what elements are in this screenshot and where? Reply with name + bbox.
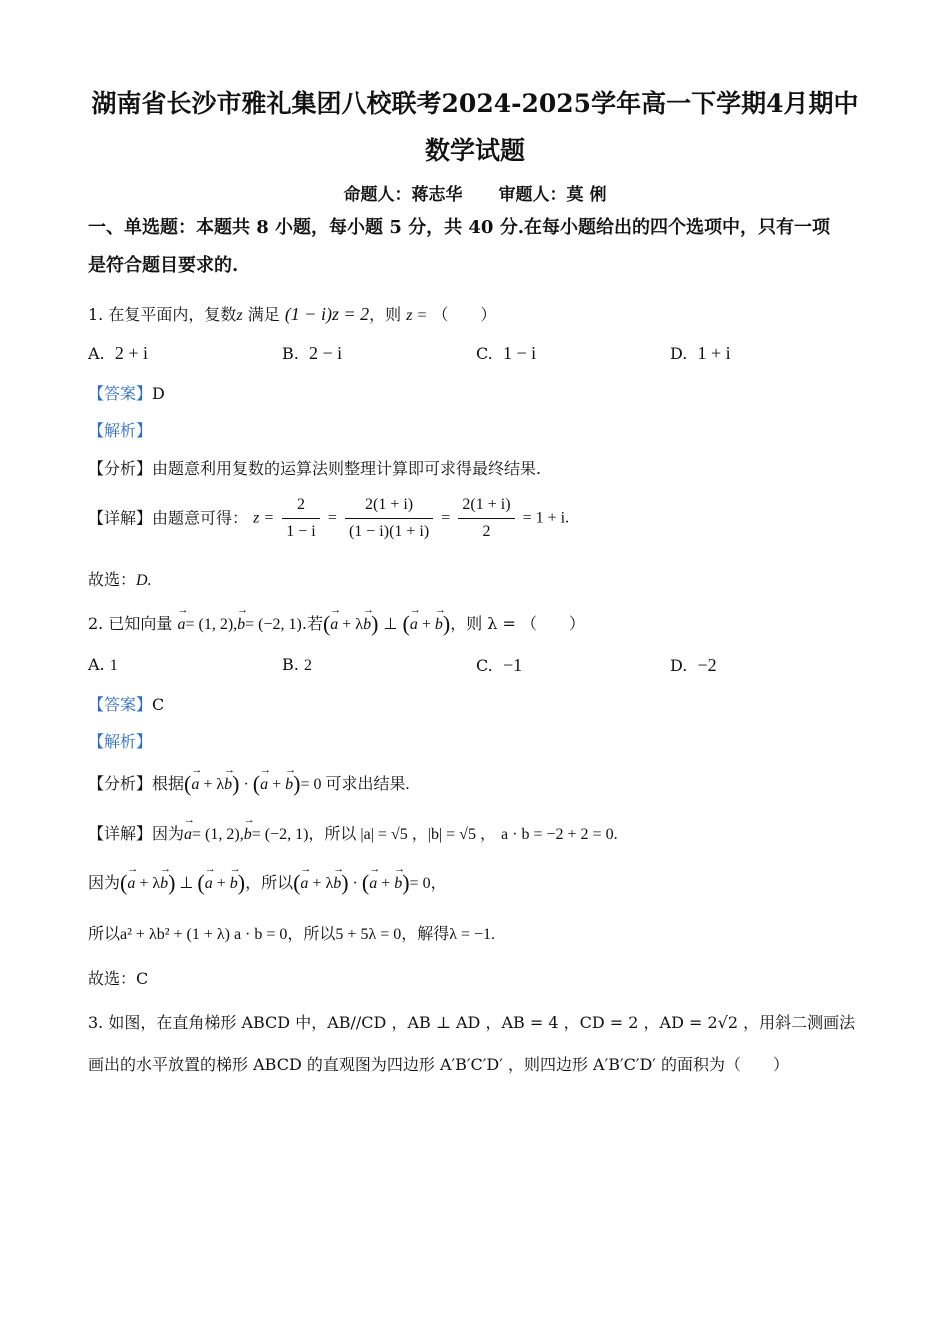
authors-line (0, 180, 950, 205)
answer-label: 【答案】 (88, 695, 153, 714)
answer-label: 【答案】 (88, 384, 153, 403)
question-1-stem (88, 302, 496, 325)
fraction-1: $\frac{2}{1 - i}$ (282, 494, 319, 543)
question-text: 满足 (247, 305, 280, 324)
question-3-stem-line2: 画出的水平放置的梯形 ABCD 的直观图为四边形 A′B′C′D′ ，则四边形 A′B′C′D′ 的面积为（ ） (88, 1055, 790, 1074)
q2-detail-line2: 因为(→ a + λ→ b) ⊥ (→ a + → b)，所以(→ a + λ→ b) · (→ a + → b)= 0， (88, 870, 447, 896)
q2-option-b: B. 2 (282, 655, 312, 674)
q2-choose: 故选：C (88, 969, 149, 988)
question-number: 1. (88, 305, 104, 324)
q2-option-a: A. 1 (88, 655, 118, 674)
answer-value: D (152, 384, 165, 403)
math-var: z (236, 307, 243, 324)
section-heading-line2: 是符合题目要求的. (88, 255, 239, 276)
author-reviewer: 审题人：莫 俐 (498, 185, 607, 205)
math-equation: (1 − i)z = 2 (284, 304, 370, 324)
q1-option-b: B. 2 − i (282, 343, 343, 363)
q1-analysis-label: 【解析】 (88, 421, 153, 440)
q1-detail: 【详解】由题意可得： z = $\frac{2}{1 - i}$ = $\frac{2(1 + i)}{(1 - i)(1 + i)}$ = $\frac{2(1 + i)}{2}$ = 1 + i. (88, 494, 569, 543)
section-heading (88, 209, 868, 285)
q2-detail: 【详解】因为→ a= (1, 2),→ b= (−2, 1)，所以 |a| = √5 ，|b| = √5 ， a · b = −2 + 2 = 0. (88, 821, 618, 844)
page-title: 湖南省长沙市雅礼集团八校联考2024-2025学年高一下学期4月期中 (91, 89, 859, 118)
fraction-2: $\frac{2(1 + i)}{(1 - i)(1 + i)}$ (345, 494, 433, 543)
question-text: 在复平面内，复数 (108, 305, 237, 324)
section-heading-line1: 一、单选题：本题共 8 小题，每小题 5 分，共 40 分.在每小题给出的四个选项中，只有一项 (88, 217, 830, 238)
q2-option-c: C. −1 (476, 655, 523, 675)
question-number: 2. (88, 614, 104, 633)
author-setter: 命题人：蒋志华 (343, 185, 463, 205)
fraction-3: $\frac{2(1 + i)}{2}$ (458, 494, 514, 543)
q1-fenxi: 【分析】由题意利用复数的运算法则整理计算即可求得最终结果. (88, 459, 542, 478)
q1-choose: 故选：D. (88, 570, 152, 589)
answer-blank: （ ） (521, 614, 586, 633)
question-number: 3. (88, 1013, 104, 1032)
q2-answer (88, 692, 164, 715)
answer-blank: （ ） (432, 305, 497, 324)
page-subtitle: 数学试题 (424, 136, 525, 165)
q1-answer (88, 381, 165, 404)
q2-fenxi: 【分析】根据(→ a + λ→ b) · (→ a + → b)= 0 可求出结果. (88, 771, 410, 797)
q1-option-c: C. 1 − i (476, 343, 537, 363)
q2-option-d: D. −2 (670, 655, 717, 675)
question-2-stem: 2. 已知向量 → a= (1, 2),→ b= (−2, 1).若(→ a + λ→ b) ⊥ (→ a + → b)，则 λ = （ ） (88, 611, 585, 637)
q2-analysis-label: 【解析】 (88, 732, 153, 751)
question-3-stem-line1: 3. 如图，在直角梯形 ABCD 中，AB//CD ，AB ⊥ AD ，AB = 4 ，CD = 2 ，AD = 2√2 ，用斜二测画法 (88, 1013, 856, 1032)
math-var: z = (406, 307, 428, 324)
q2-detail-line3: 所以a² + λb² + (1 + λ) a · b = 0，所以5 + 5λ = 0，解得λ = −1. (88, 924, 496, 943)
question-text: ，则 (369, 305, 402, 324)
q1-option-a: A. 2 + i (88, 343, 148, 363)
answer-value: C (152, 695, 165, 714)
q1-option-d: D. 1 + i (670, 343, 731, 363)
